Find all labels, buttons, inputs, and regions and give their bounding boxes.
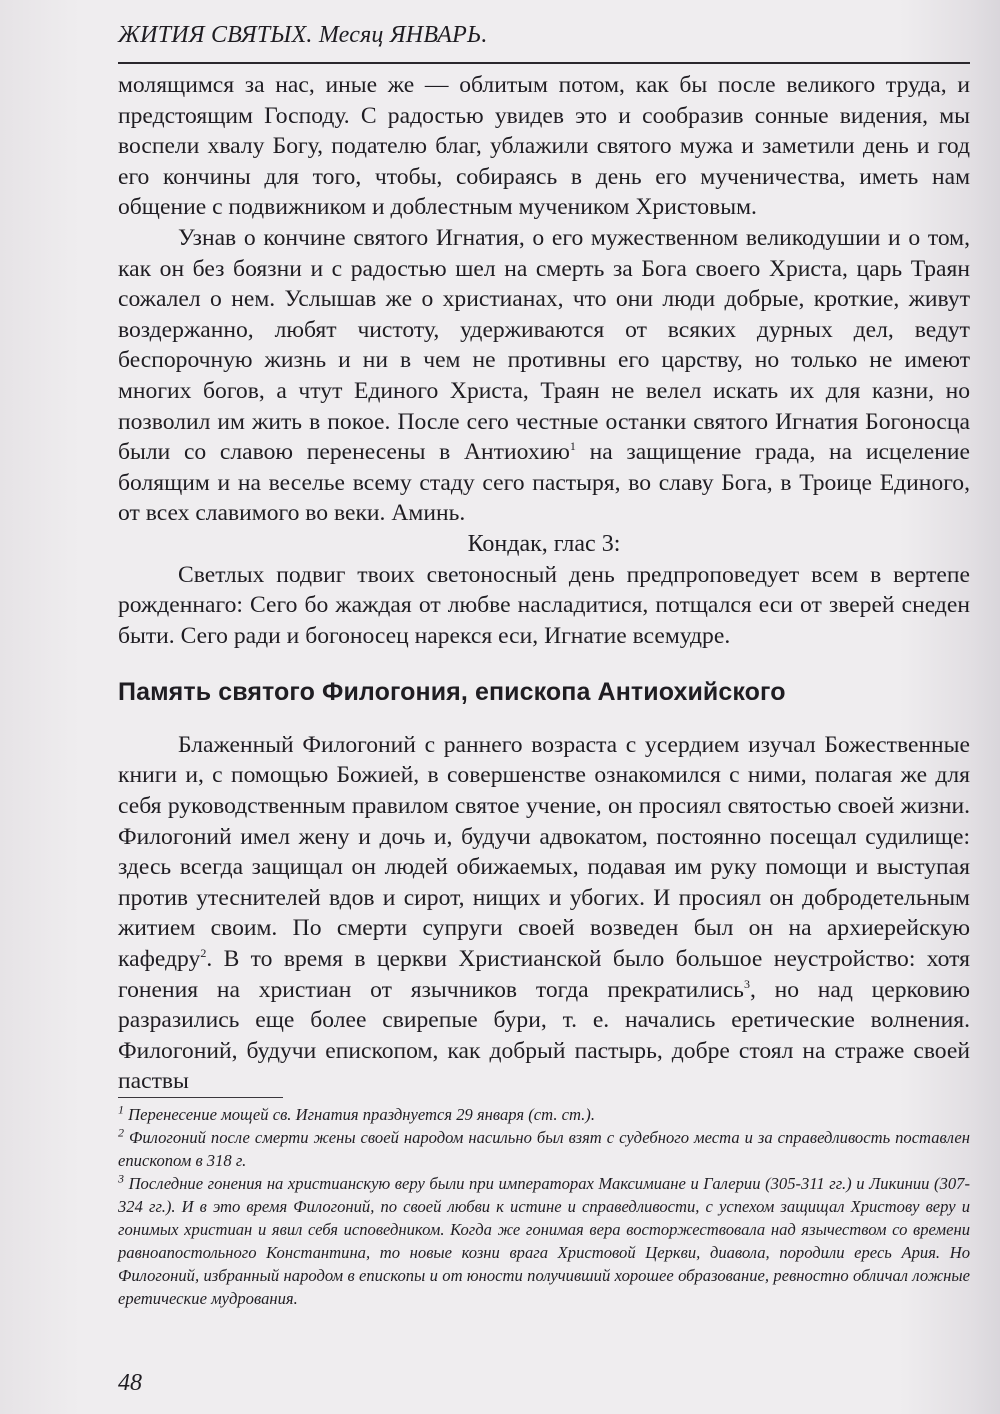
footnote-rule bbox=[118, 1097, 283, 1098]
paragraph-3-text-b: . В то время в церкви Христианской было большое неустройство: хотя гонения на христиан от язычников тогда прекратились bbox=[118, 946, 970, 1003]
section-title: Память святого Филогония, епископа Антиохийского bbox=[118, 678, 786, 707]
kondak-text: Светлых подвиг твоих светоносный день предпроповедует всем в вертепе рожденнаго: Сего бо жаждая от любве насладитися, потщался еси от зверей снеден быти. Сего ради и богоносец нарекся еси, Игнатие всемудре. bbox=[118, 561, 970, 649]
footnote-3-number: 3 bbox=[118, 1171, 124, 1186]
paragraph-3 bbox=[118, 730, 970, 1097]
paragraph-3-text-c: , но над церковию разразились еще более свирепые бури, т. е. начались еретические волнения. Филогоний, будучи епископом, как добрый пастырь, добре стоял на страже своей паствы bbox=[118, 976, 970, 1095]
footnote-2-number: 2 bbox=[118, 1125, 124, 1140]
footnote-ref-3: 3 bbox=[743, 976, 750, 991]
kondak-title: Кондак, глас 3: bbox=[467, 530, 621, 557]
footnote-1-text: Перенесение мощей св. Игнатия празднуется 29 января (ст. ст.). bbox=[128, 1105, 595, 1124]
footnote-1 bbox=[118, 1103, 970, 1126]
paragraph-2-text-b: на защищение града, на исцеление болящим и на веселье всему стаду сего пастыря, во славу Бога, в Троице Единого, от всех славимого во веки. Аминь. bbox=[118, 439, 970, 527]
footnote-1-number: 1 bbox=[118, 1102, 124, 1117]
paragraph-1: молящимся за нас, иные же — облитым потом, как бы после великого труда, и предстоящим Господу. С радостью увидев это и сообразив сонные видения, мы воспели хвалу Богу, подателю благ, ублажили святого мужа и заметили день и год его кончины для того, чтобы, собираясь в день его мученичества, иметь нам общение с подвижником и доблестным мучеником Христовым. bbox=[118, 72, 970, 221]
footnote-ref-2: 2 bbox=[200, 946, 207, 961]
paragraph-3-text-a: Блаженный Филогоний с раннего возраста с усердием изучал Божественные книги и, с помощью Божией, в совершенстве ознакомился с ними, полагая же для себя руководственным правилом святое учение, он просиял святостью своей жизни. Филогоний имел жену и дочь и, будучи адвокатом, постоянно посещал судилище: здесь всегда защищал он людей обижаемых, подавая им руку помощи и выступая против утеснителей вдов и сирот, нищих и убогих. И просиял он добродетельным житием своим. По смерти супруги своей возведен был он на архиерейскую кафедру bbox=[118, 731, 970, 973]
header-rule bbox=[118, 62, 970, 64]
paragraph-2-text-a: Узнав о кончине святого Игнатия, о его мужественном великодушии и о том, как он без боязни и с радостью шел на смерть за Бога своего Христа, царь Траян сожалел о нем. Услышав же о христианах, что они люди добрые, кроткие, живут воздержанно, любят чистоту, удерживаются от всяких дурных дел, ведут беспорочную жизнь и ни в чем не противны его царству, но только не имеют многих богов, а чтут Единого Христа, Траян не велел искать их для казни, но позволил им жить в покое. После сего честные останки святого Игнатия Богоносца были со славою перенесены в Антиохию bbox=[118, 224, 970, 466]
page-number: 48 bbox=[118, 1370, 142, 1396]
footnote-ref-1: 1 bbox=[569, 439, 576, 454]
footnote-2 bbox=[118, 1126, 970, 1172]
running-header: ЖИТИЯ СВЯТЫХ. Месяц ЯНВАРЬ. bbox=[118, 22, 488, 48]
main-text bbox=[118, 70, 970, 1097]
footnote-3-text: Последние гонения на христианскую веру были при императорах Максимиане и Галерии (305-311 гг.) и Ликинии (307-324 гг.). И в это время Филогоний, по своей любви к истине и справедливости, с успехом защищал Христову веру и гонимых христиан и явил себя исповедником. Когда же гонимая вера восторжествовала над язычеством со времени равноапостольного Константина, то новые козни врага Христовой Церкви, диавола, породили ересь Ария. Но Филогоний, избранный народом в епископы и от юности получивший хорошее образование, ревностно обличал ложные еретические мудрования. bbox=[118, 1174, 970, 1308]
paragraph-2 bbox=[118, 223, 970, 529]
footnote-2-text: Филогоний после смерти жены своей народом насильно был взят с судебного места и за справедливость поставлен епископом в 318 г. bbox=[118, 1128, 970, 1170]
footnote-3 bbox=[118, 1172, 970, 1310]
footnotes bbox=[118, 1103, 970, 1310]
